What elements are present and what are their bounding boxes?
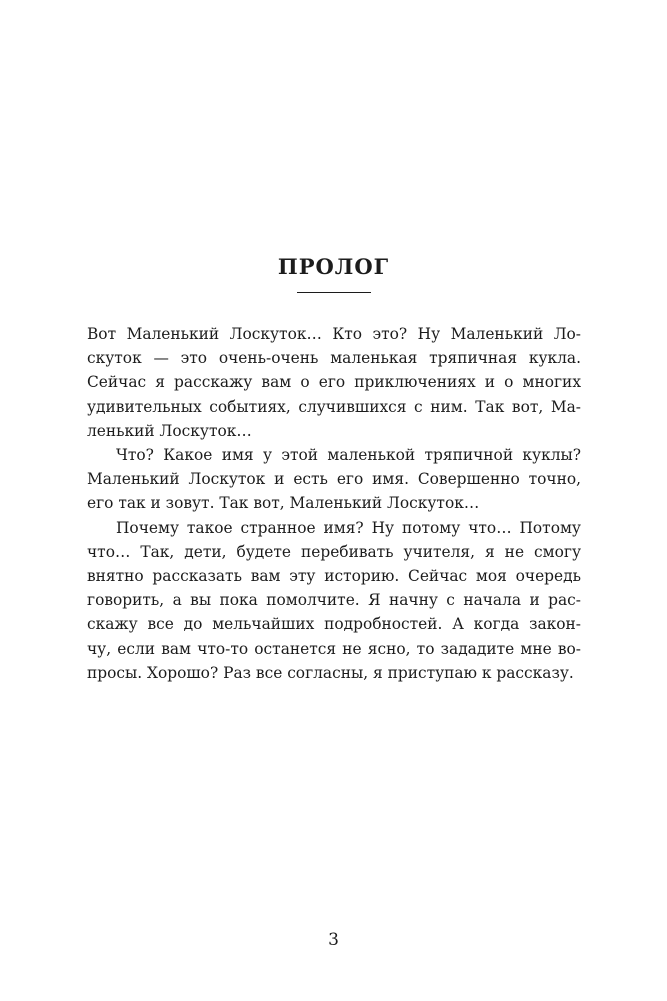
prologue-text	[87, 322, 581, 685]
text-line: что… Так, дети, будете перебивать учителя, я не смогу	[87, 542, 581, 561]
chapter-title: ПРОЛОГ	[277, 254, 390, 279]
text-line: скуток — это очень-очень маленькая тряпичная кукла.	[87, 349, 581, 368]
text-line: Маленький Лоскуток и есть его имя. Совершенно точно,	[87, 470, 581, 489]
text-line: говорить, а вы пока помолчите. Я начну с начала и рас-	[87, 591, 581, 610]
text-line: Сейчас я расскажу вам о его приключениях и о многих	[87, 373, 581, 392]
page-number: 3	[328, 930, 339, 950]
text-line: чу, если вам что-то останется не ясно, то зададите мне во-	[87, 639, 581, 658]
text-line: ленький Лоскуток…	[87, 421, 252, 440]
text-line: удивительных событиях, случившихся с ним. Так вот, Ма-	[87, 397, 581, 416]
text-line: Почему такое странное имя? Ну потому что… Потому	[116, 518, 581, 537]
text-line: скажу все до мельчайших подробностей. А когда закон-	[87, 615, 581, 634]
text-line: просы. Хорошо? Раз все согласны, я приступаю к рассказу.	[87, 663, 574, 682]
text-line: Вот Маленький Лоскуток… Кто это? Ну Маленький Ло-	[87, 325, 581, 343]
title-underline-rule	[297, 292, 371, 293]
text-line: его так и зовут. Так вот, Маленький Лоскуток…	[87, 494, 480, 513]
text-line: Что? Какое имя у этой маленькой тряпичной куклы?	[116, 446, 581, 465]
text-line: внятно рассказать вам эту историю. Сейчас моя очередь	[87, 567, 581, 586]
